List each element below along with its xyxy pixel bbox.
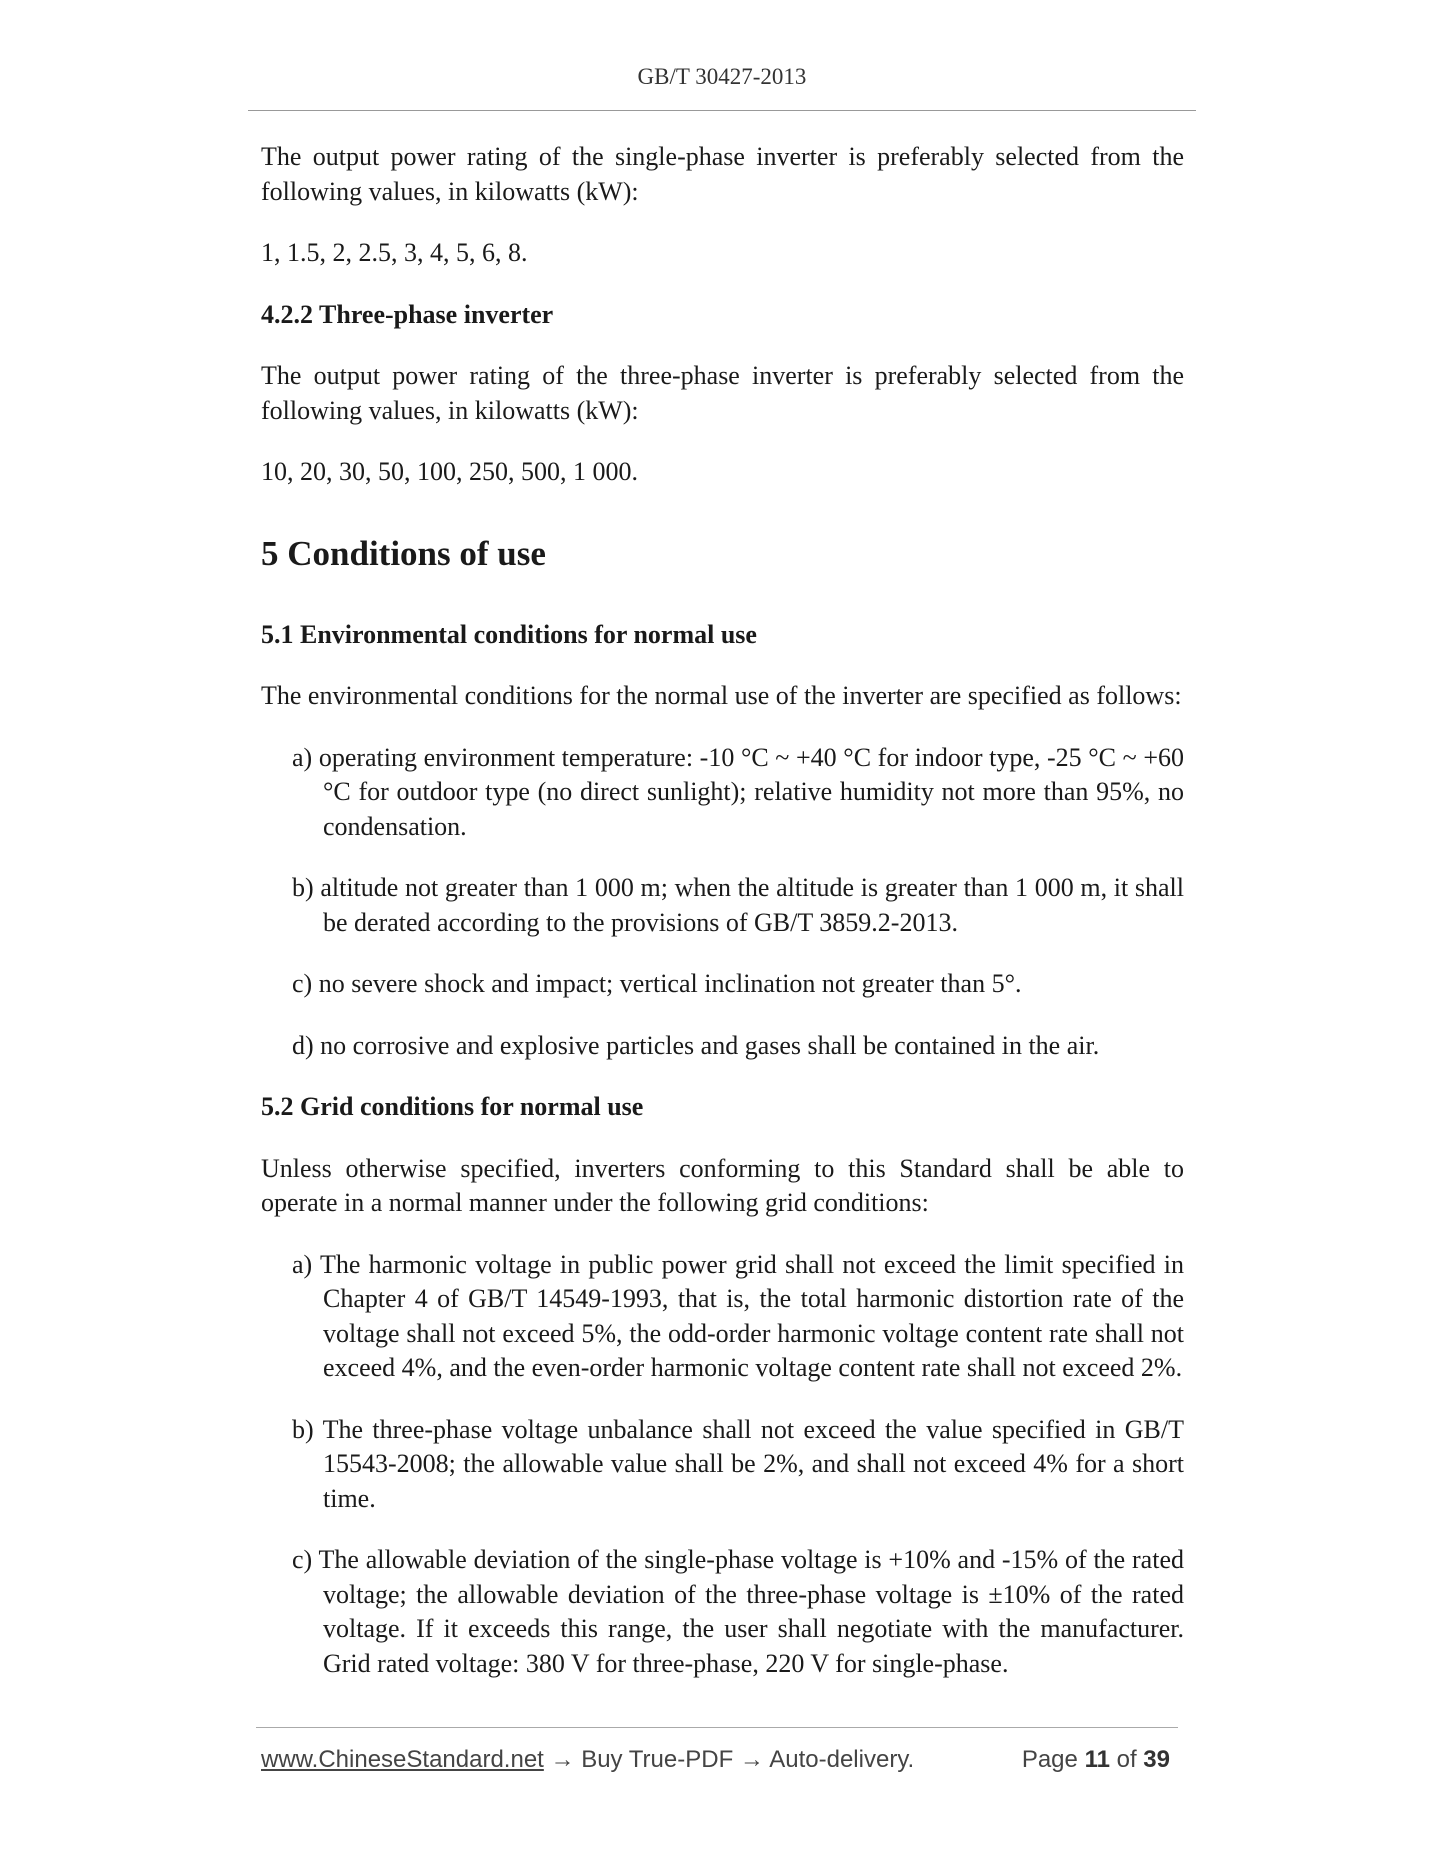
auto-delivery-text: Auto-delivery.	[769, 1746, 915, 1773]
list-item: c) no severe shock and impact; vertical inclination not greater than 5°.	[292, 969, 1022, 998]
section-4-2-2-heading: 4.2.2 Three-phase inverter	[261, 299, 554, 329]
section-5-1-heading: 5.1 Environmental conditions for normal use	[261, 619, 757, 649]
section-5-2-intro: Unless otherwise specified, inverters conforming to this Standard shall be able to operate in a normal manner under the following grid conditions:	[261, 1153, 1184, 1217]
list-item: b) The three-phase voltage unbalance shall not exceed the value specified in GB/T 15543-2008; the allowable value shall be 2%, and shall not exceed 4% for a short time.	[292, 1414, 1184, 1513]
header-divider	[248, 110, 1196, 111]
page-total: 39	[1143, 1746, 1170, 1773]
buy-true-pdf-text: Buy True-PDF	[581, 1746, 734, 1773]
of-label: of	[1116, 1746, 1137, 1773]
three-phase-values: 10, 20, 30, 50, 100, 250, 500, 1 000.	[261, 457, 638, 486]
page-indicator	[1022, 1746, 1170, 1774]
chinesestandard-link[interactable]: www.ChineseStandard.net	[261, 1746, 544, 1773]
page-content	[261, 140, 1184, 1708]
list-item: c) The allowable deviation of the single-phase voltage is +10% and -15% of the rated voltage; the allowable deviation of the three-phase voltage is ±10% of the rated voltage. If it exceeds this range, the user shall negotiate with the manufacturer. Grid rated voltage: 380 V for three-phase, 220 V for single-phase.	[292, 1545, 1184, 1678]
list-item: a) The harmonic voltage in public power grid shall not exceed the limit specified in Chapter 4 of GB/T 14549-1993, that is, the total harmonic distortion rate of the voltage shall not exceed 5%, the odd-order harmonic voltage content rate shall not exceed 4%, and the even-order harmonic voltage content rate shall not exceed 2%.	[292, 1249, 1184, 1382]
list-item: a) operating environment temperature: -10 °C ~ +40 °C for indoor type, -25 °C ~ +60 °C for outdoor type (no direct sunlight); relative humidity not more than 95%, no condensation.	[292, 742, 1184, 841]
footer-divider	[256, 1727, 1178, 1728]
page-footer	[261, 1746, 1178, 1776]
single-phase-values: 1, 1.5, 2, 2.5, 3, 4, 5, 6, 8.	[261, 238, 528, 267]
environmental-conditions-list	[261, 741, 1184, 1064]
page-number: 11	[1084, 1746, 1110, 1773]
document-header: GB/T 30427-2013	[637, 64, 807, 89]
single-phase-paragraph: The output power rating of the single-phase inverter is preferably selected from the following values, in kilowatts (kW):	[261, 142, 1184, 206]
list-item: b) altitude not greater than 1 000 m; when the altitude is greater than 1 000 m, it shall be derated according to the provisions of GB/T 3859.2-2013.	[292, 873, 1184, 937]
page-label: Page	[1021, 1746, 1078, 1773]
arrow-right-icon: →	[739, 1746, 764, 1773]
section-5-2-heading: 5.2 Grid conditions for normal use	[261, 1092, 644, 1121]
list-item: d) no corrosive and explosive particles and gases shall be contained in the air.	[292, 1030, 1100, 1060]
arrow-right-icon: →	[550, 1746, 575, 1773]
grid-conditions-list	[261, 1248, 1184, 1682]
three-phase-paragraph: The output power rating of the three-phase inverter is preferably selected from the following values, in kilowatts (kW):	[261, 361, 1184, 425]
section-5-1-intro: The environmental conditions for the normal use of the inverter are specified as follows:	[261, 681, 1182, 710]
section-5-heading: 5 Conditions of use	[261, 533, 546, 573]
